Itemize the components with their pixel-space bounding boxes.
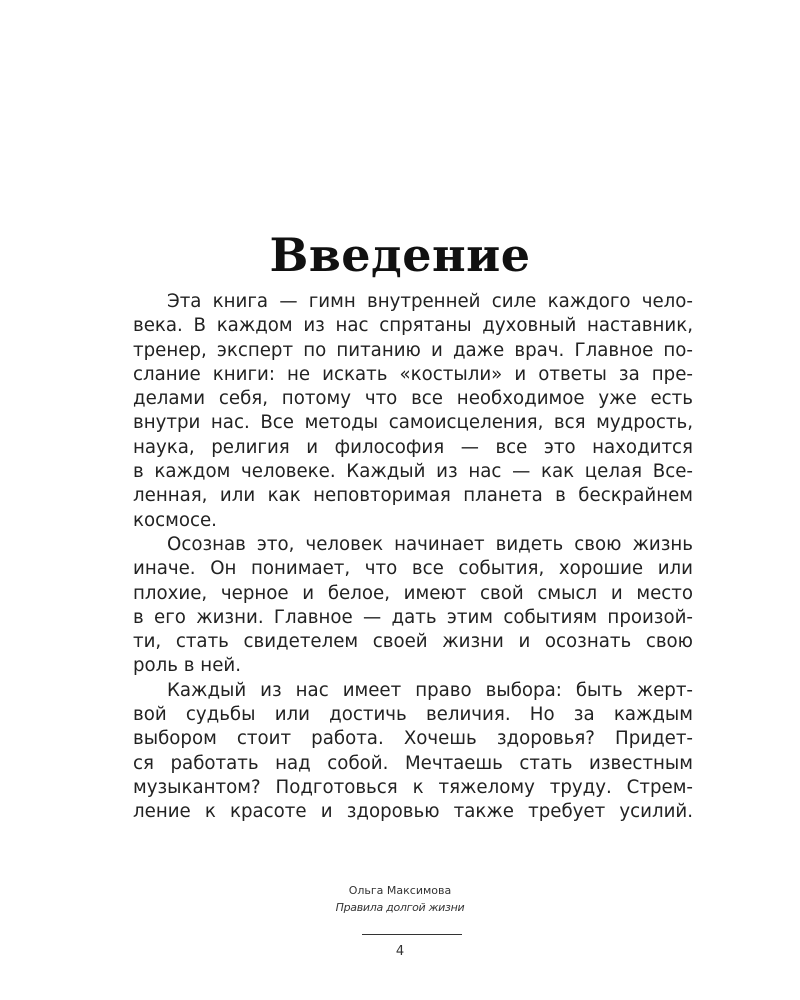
text-line: делами себя, потому что все необходимое уже есть bbox=[133, 388, 693, 410]
text-line: слание книги: не искать «костыли» и ответы за пре- bbox=[133, 363, 693, 385]
page-number: 4 bbox=[395, 944, 405, 959]
text-line: внутри нас. Все методы самоисцеления, вся мудрость, bbox=[133, 412, 693, 434]
text-line: Эта книга — гимн внутренней силе каждого чело- bbox=[167, 291, 693, 312]
text-line: выбором стоит работа. Хочешь здоровья? Придет- bbox=[133, 728, 693, 750]
text-line: в каждом человеке. Каждый из нас — как целая Все- bbox=[133, 461, 693, 483]
text-line: тренер, эксперт по питанию и даже врач. Главное по- bbox=[133, 339, 693, 361]
footer-divider bbox=[362, 934, 462, 935]
text-line: Осознав это, человек начинает видеть свою жизнь bbox=[167, 533, 693, 555]
text-line: ся работать над собой. Мечтаешь стать известным bbox=[133, 752, 693, 774]
text-line: вой судьбы или достичь величия. Но за каждым bbox=[133, 704, 693, 726]
text-line: века. В каждом из нас спрятаны духовный наставник, bbox=[133, 315, 693, 337]
text-line: иначе. Он понимает, что все события, хорошие или bbox=[133, 558, 693, 580]
text-line: музыкантом? Подготовься к тяжелому труду. Стрем- bbox=[133, 776, 693, 798]
text-line: наука, религия и философия — все это находится bbox=[133, 436, 693, 458]
text-line: ление к красоте и здоровью также требует усилий. bbox=[133, 801, 693, 823]
text-line: Каждый из нас имеет право выбора: быть жерт- bbox=[167, 679, 693, 701]
text-line: роль в ней. bbox=[133, 655, 241, 677]
text-line: ти, стать свидетелем своей жизни и осознать свою bbox=[133, 631, 693, 653]
text-line: плохие, черное и белое, имеют свой смысл и место bbox=[133, 582, 693, 604]
text-line: в его жизни. Главное — дать этим событиям произой- bbox=[133, 606, 693, 628]
text-line: ленная, или как неповторимая планета в бескрайнем bbox=[133, 485, 693, 507]
paragraph-3 bbox=[133, 679, 693, 825]
chapter-title: Введение bbox=[269, 228, 531, 282]
running-footer-book-title: Правила долгой жизни bbox=[335, 901, 465, 914]
running-footer-author: Ольга Максимова bbox=[348, 884, 452, 897]
paragraph-2 bbox=[133, 533, 693, 679]
text-line: космосе. bbox=[133, 509, 217, 531]
paragraph-1 bbox=[133, 290, 693, 533]
chapter-body bbox=[133, 290, 693, 825]
